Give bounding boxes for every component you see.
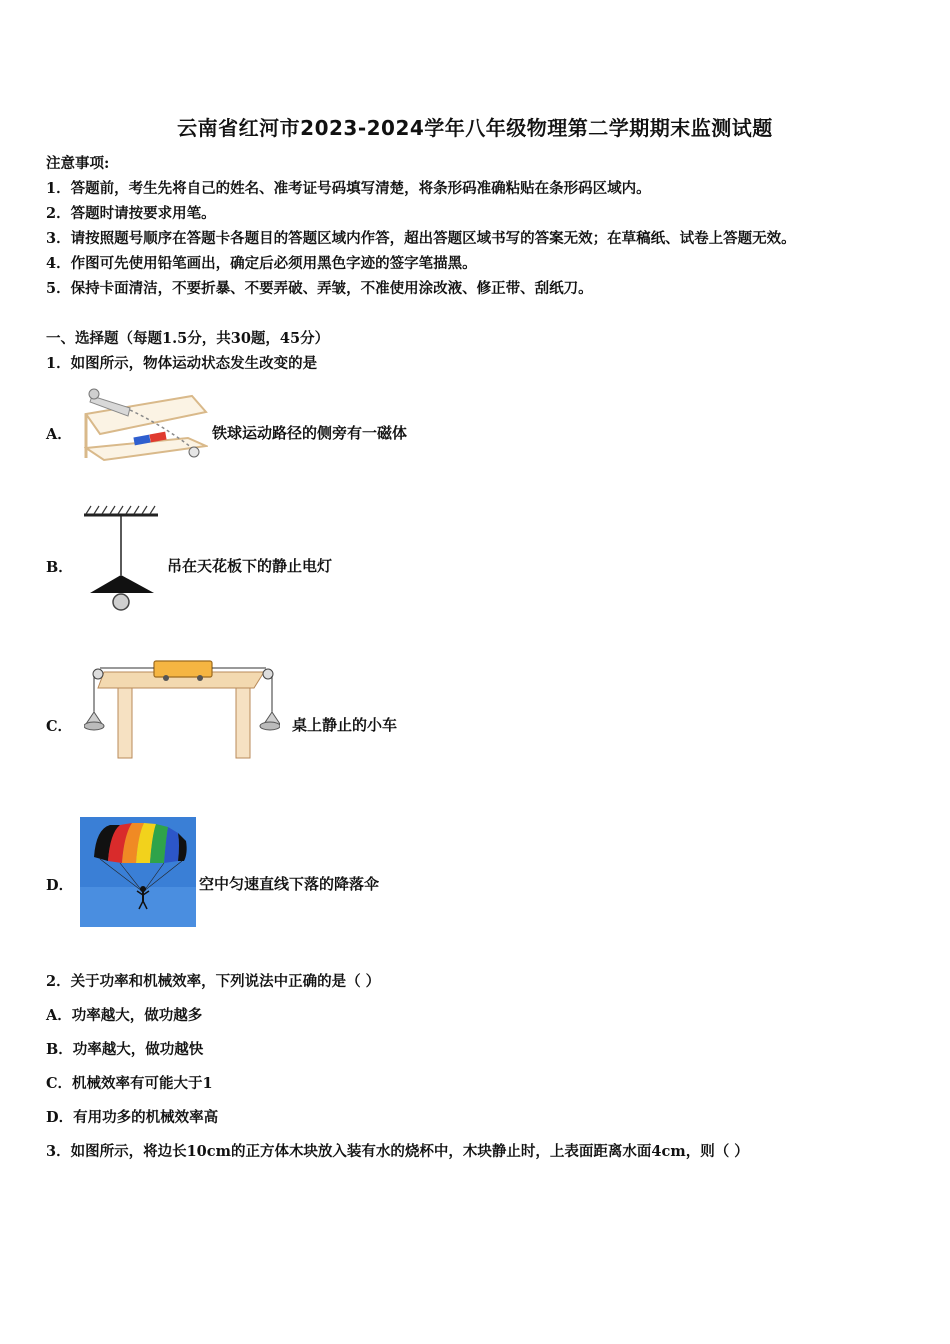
option-b-letter: B． <box>46 559 73 576</box>
section-heading: 一、选择题（每题1.5分，共30题，45分） <box>46 330 330 347</box>
question-3-stem: 3．如图所示，将边长10cm的正方体木块放入装有水的烧杯中，木块静止时，上表面距离水面4cm，则（ ） <box>46 1143 749 1160</box>
notice-item: 1．答题前，考生先将自己的姓名、准考证号码填写清楚，将条形码准确粘贴在条形码区域内。 <box>46 180 651 197</box>
question-2-option: B．功率越大，做功越快 <box>46 1041 204 1058</box>
option-a-letter: A． <box>46 426 72 443</box>
option-d-letter: D． <box>46 877 74 894</box>
notice-item: 5．保持卡面清洁，不要折暴、不要弄破、弄皱，不准使用涂改液、修正带、刮纸刀。 <box>46 280 593 297</box>
page-title: 云南省红河市2023-2024学年八年级物理第二学期期末监测试题 <box>177 116 773 140</box>
option-c-caption: 桌上静止的小车 <box>292 716 398 734</box>
question-1-stem: 1．如图所示，物体运动状态发生改变的是 <box>46 355 318 372</box>
option-d-caption: 空中匀速直线下落的降落伞 <box>199 875 380 893</box>
option-a-caption: 铁球运动路径的侧旁有一磁体 <box>212 424 408 442</box>
option-b-caption: 吊在天花板下的静止电灯 <box>167 557 333 575</box>
table-cart-figure <box>84 658 280 762</box>
question-2-option: D．有用功多的机械效率高 <box>46 1109 219 1126</box>
hanging-lamp-figure <box>82 503 162 615</box>
notice-item: 2．答题时请按要求用笔。 <box>46 205 216 222</box>
parachute-figure <box>80 817 196 927</box>
notice-item: 4．作图可先使用铅笔画出，确定后必须用黑色字迹的签字笔描黑。 <box>46 255 477 272</box>
question-2-option: A．功率越大，做功越多 <box>46 1007 203 1024</box>
question-2-option: C．机械效率有可能大于1 <box>46 1075 213 1092</box>
option-c-letter: C． <box>46 718 73 735</box>
magnet-ball-figure <box>84 386 208 462</box>
question-2-stem: 2．关于功率和机械效率，下列说法中正确的是（ ） <box>46 973 381 990</box>
notice-item: 3．请按照题号顺序在答题卡各题目的答题区域内作答，超出答题区域书写的答案无效；在草稿纸、试卷上答题无效。 <box>46 230 796 247</box>
notice-heading: 注意事项: <box>46 155 110 172</box>
